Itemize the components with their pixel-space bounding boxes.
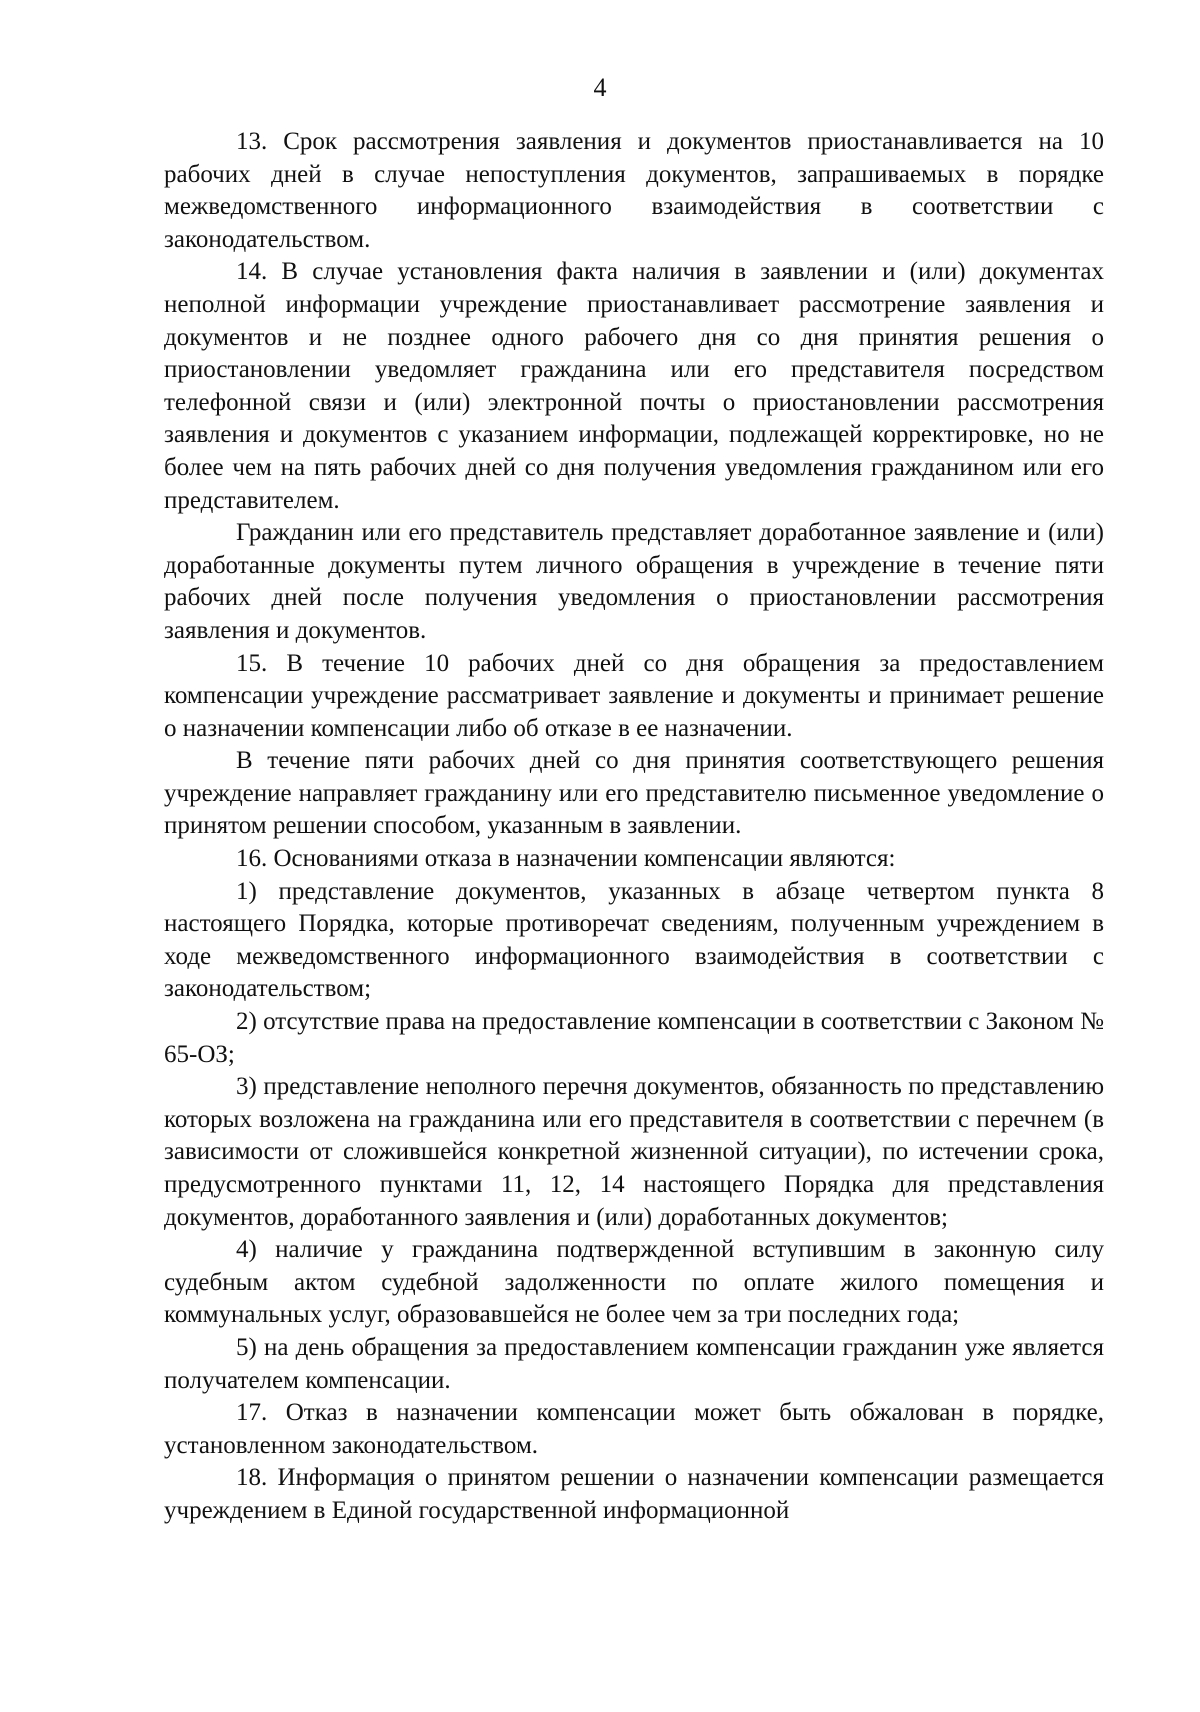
paragraph-16: 16. Основаниями отказа в назначении компенсации являются: bbox=[236, 845, 896, 873]
paragraph-16-item-2: 2) отсутствие права на предоставление компенсации в соответствии с Законом № 65-ОЗ; bbox=[164, 1008, 1104, 1068]
paragraph-16-item-5: 5) на день обращения за предоставлением компенсации гражданин уже является получателем компенсации. bbox=[164, 1333, 1104, 1394]
paragraph-15-continued: В течение пяти рабочих дней со дня принятия соответствующего решения учреждение направляет гражданину или его представителю письменное уведомление о принятом решении способом, указанным в заявлении. bbox=[164, 747, 1104, 840]
paragraph-16-item-1: 1) представление документов, указанных в абзаце четвертом пункта 8 настоящего Порядка, которые противоречат сведениям, полученным учреждением в ходе межведомственного информационного взаимодействия в соответствии с законодательством; bbox=[164, 877, 1104, 1003]
document-body bbox=[164, 126, 1104, 1528]
paragraph-14-continued: Гражданин или его представитель представляет доработанное заявление и (или) доработанные документы путем личного обращения в учреждение в течение пяти рабочих дней после получения уведомления о приостановлении рассмотрения заявления и документов. bbox=[164, 519, 1104, 644]
page-number: 4 bbox=[593, 73, 607, 102]
paragraph-16-item-4: 4) наличие у гражданина подтвержденной вступившим в законную силу судебным актом судебной задолженности по оплате жилого помещения и коммунальных услуг, образовавшейся не более чем за три последних года; bbox=[164, 1236, 1104, 1329]
paragraph-14: 14. В случае установления факта наличия в заявлении и (или) документах неполной информации учреждение приостанавливает рассмотрение заявления и документов и не позднее одного рабочего дня со дня принятия решения о приостановлении уведомляет гражданина или его представителя посредством телефонной связи и (или) электронной почты о приостановлении рассмотрения заявления и документов с указанием информации, подлежащей корректировке, но не более чем на пять рабочих дней со дня получения уведомления гражданином или его представителем. bbox=[164, 258, 1104, 514]
paragraph-17: 17. Отказ в назначении компенсации может быть обжалован в порядке, установленном законодательством. bbox=[164, 1399, 1104, 1459]
paragraph-15: 15. В течение 10 рабочих дней со дня обращения за предоставлением компенсации учреждение рассматривает заявление и документы и принимает решение о назначении компенсации либо об отказе в ее назначении. bbox=[164, 649, 1104, 742]
paragraph-16-item-3: 3) представление неполного перечня документов, обязанность по представлению которых возложена на гражданина или его представителя в соответствии с перечнем (в зависимости от сложившейся конкретной жизненной ситуации), по истечении срока, предусмотренного пунктами 11, 12, 14 настоящего Порядка для представления документов, доработанного заявления и (или) доработанных документов; bbox=[164, 1073, 1104, 1231]
paragraph-13: 13. Срок рассмотрения заявления и документов приостанавливается на 10 рабочих дней в случае непоступления документов, запрашиваемых в порядке межведомственного информационного взаимодействия в соответствии с законодательством. bbox=[164, 128, 1104, 253]
paragraph-18: 18. Информация о принятом решении о назначении компенсации размещается учреждением в Единой государственной информационной bbox=[164, 1464, 1104, 1524]
